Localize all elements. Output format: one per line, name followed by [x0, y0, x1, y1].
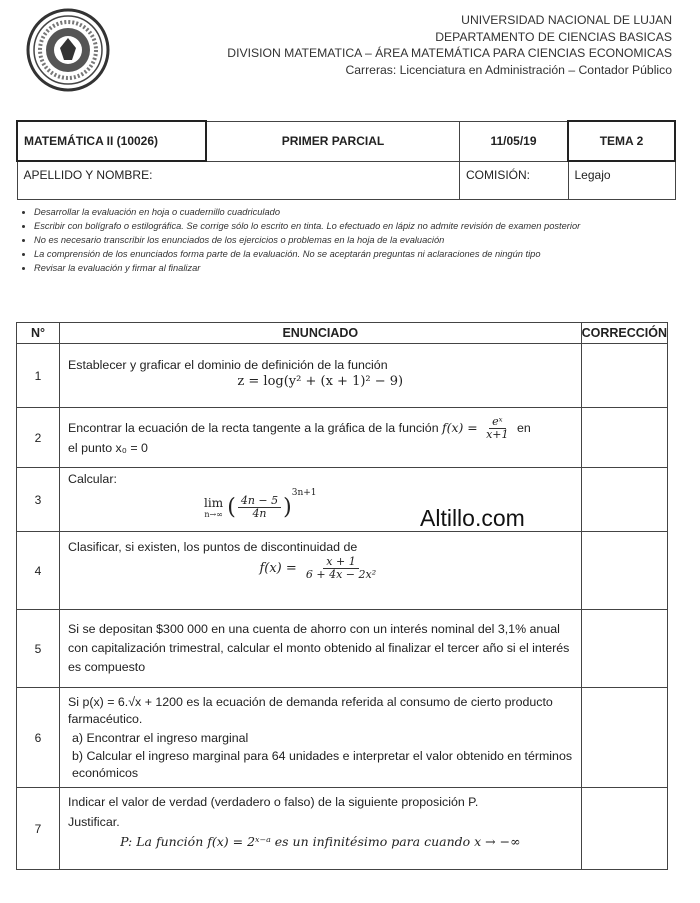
fraction-denominator: x+1 [486, 428, 509, 441]
exam-date-cell: 11/05/19 [460, 121, 569, 161]
watermark: Altillo.com [420, 505, 525, 531]
limit-formula: lim n→∞ ( $\frac{4n - 5}{4n}$ )$^{3n+1}$ [204, 488, 317, 520]
problem-row-5 [17, 610, 668, 688]
problem-number: 6 [17, 688, 60, 788]
col-number-header: N° [17, 323, 60, 344]
institution-header [227, 12, 672, 78]
problem-function: f(x) = [259, 561, 297, 576]
problem-row-2 [17, 408, 668, 468]
instruction-item: • Revisar la evaluación y firmar al finalizar [34, 262, 684, 274]
problem-row-4 [17, 532, 668, 610]
correction-cell[interactable] [581, 788, 667, 870]
exam-header-table [16, 120, 676, 200]
problem-row-7 [17, 788, 668, 870]
problem-function: f(x) = [442, 419, 478, 435]
fraction-numerator: 4n − 5 [238, 495, 281, 508]
instruction-item: • No es necesario transcribir los enunciados de los ejercicios o problemas en la hoja de la evaluación [34, 234, 684, 246]
fraction-numerator: x + 1 [323, 556, 358, 569]
instructions-list [20, 206, 684, 276]
problem-row-6 [17, 688, 668, 788]
problem-formula: z = log(y² + (x + 1)² − 9) [237, 374, 404, 389]
name-field[interactable]: APELLIDO Y NOMBRE: [17, 161, 460, 200]
problem-number: 3 [17, 468, 60, 532]
problem-row-1 [17, 344, 668, 408]
university-seal-logo [26, 8, 110, 92]
problem-row-3 [17, 468, 668, 532]
comision-field[interactable]: COMISIÓN: [460, 161, 569, 200]
correction-cell[interactable] [581, 688, 667, 788]
limit-exponent: 3n+1 [291, 488, 317, 498]
correction-cell[interactable] [581, 468, 667, 532]
legajo-field[interactable]: Legajo [568, 161, 675, 200]
problem-text-line2: el punto x₀ = 0 [68, 441, 148, 455]
correction-cell[interactable] [581, 610, 667, 688]
problem-text: Indicar el valor de verdad (verdadero o falso) de la siguiente proposición P. [68, 795, 479, 809]
correction-cell[interactable] [581, 408, 667, 468]
sub-item-a: a) Encontrar el ingreso marginal [72, 731, 249, 745]
problem-text-line2: Justificar. [68, 815, 120, 829]
subject-cell: MATEMÁTICA II (10026) [17, 121, 206, 161]
limit-subscript: n→∞ [204, 510, 223, 519]
exam-type-cell: PRIMER PARCIAL [206, 121, 460, 161]
problem-number: 5 [17, 610, 60, 688]
correction-cell[interactable] [581, 344, 667, 408]
instruction-item: • Desarrollar la evaluación en hoja o cuadernillo cuadriculado [34, 206, 684, 218]
limit-symbol: lim [204, 496, 224, 510]
division-name: DIVISION MATEMATICA – ÁREA MATEMÁTICA PARA CIENCIAS ECONOMICAS [227, 46, 672, 60]
problem-number: 2 [17, 408, 60, 468]
fraction-denominator: 4n [252, 507, 267, 520]
problem-number: 1 [17, 344, 60, 408]
fraction-denominator: 6 + 4x − 2x² [305, 568, 377, 581]
problem-text: Si se depositan $300 000 en una cuenta de ahorro con un interés nominal del 3,1% anual con capitalización trimestral, calcular el monto obtenido al finalizar el tercer año si el interés es compuesto [60, 610, 582, 688]
problem-number: 4 [17, 532, 60, 610]
problem-text: Clasificar, si existen, los puntos de discontinuidad de [68, 540, 358, 554]
fraction-numerator: eˣ [489, 416, 505, 429]
university-name: UNIVERSIDAD NACIONAL DE LUJAN [461, 13, 672, 27]
fraction [483, 416, 511, 441]
careers-line: Carreras: Licenciatura en Administración – Contador Público [345, 62, 672, 77]
proposition: P: La función f(x) = 2ˣ⁻ᵃ es un infinitésimo para cuando x → −∞ [120, 834, 521, 849]
sub-item-b: b) Calcular el ingreso marginal para 64 unidades e interpretar el valor obtenido en términos económicos [72, 749, 573, 780]
correction-cell[interactable] [581, 532, 667, 610]
problem-text: Si p(x) = 6.√x + 1200 es la ecuación de demanda referida al consumo de cierto producto farmacéutico. [68, 695, 553, 726]
tema-cell: TEMA 2 [568, 121, 675, 161]
department-name: DEPARTAMENTO DE CIENCIAS BASICAS [435, 29, 672, 44]
problem-text: Establecer y graficar el dominio de definición de la función [68, 358, 388, 372]
instruction-item: • La comprensión de los enunciados forma parte de la evaluación. No se aceptarán preguntas ni aclaraciones de ningún tipo [34, 248, 684, 260]
problem-number: 7 [17, 788, 60, 870]
col-enunciado-header: ENUNCIADO [60, 323, 582, 344]
col-correccion-header: CORRECCIÓN [581, 323, 667, 344]
problem-text: Calcular: [68, 472, 117, 486]
instruction-item: • Escribir con bolígrafo o estilográfica. Se corrige sólo lo escrito en tinta. Lo efectuado en lápiz no admite revisión de examen posterior [34, 220, 684, 232]
problems-table [16, 322, 668, 870]
problem-text-tail: en [516, 420, 531, 435]
problem-text: Encontrar la ecuación de la recta tangente a la gráfica de la función [68, 420, 439, 435]
